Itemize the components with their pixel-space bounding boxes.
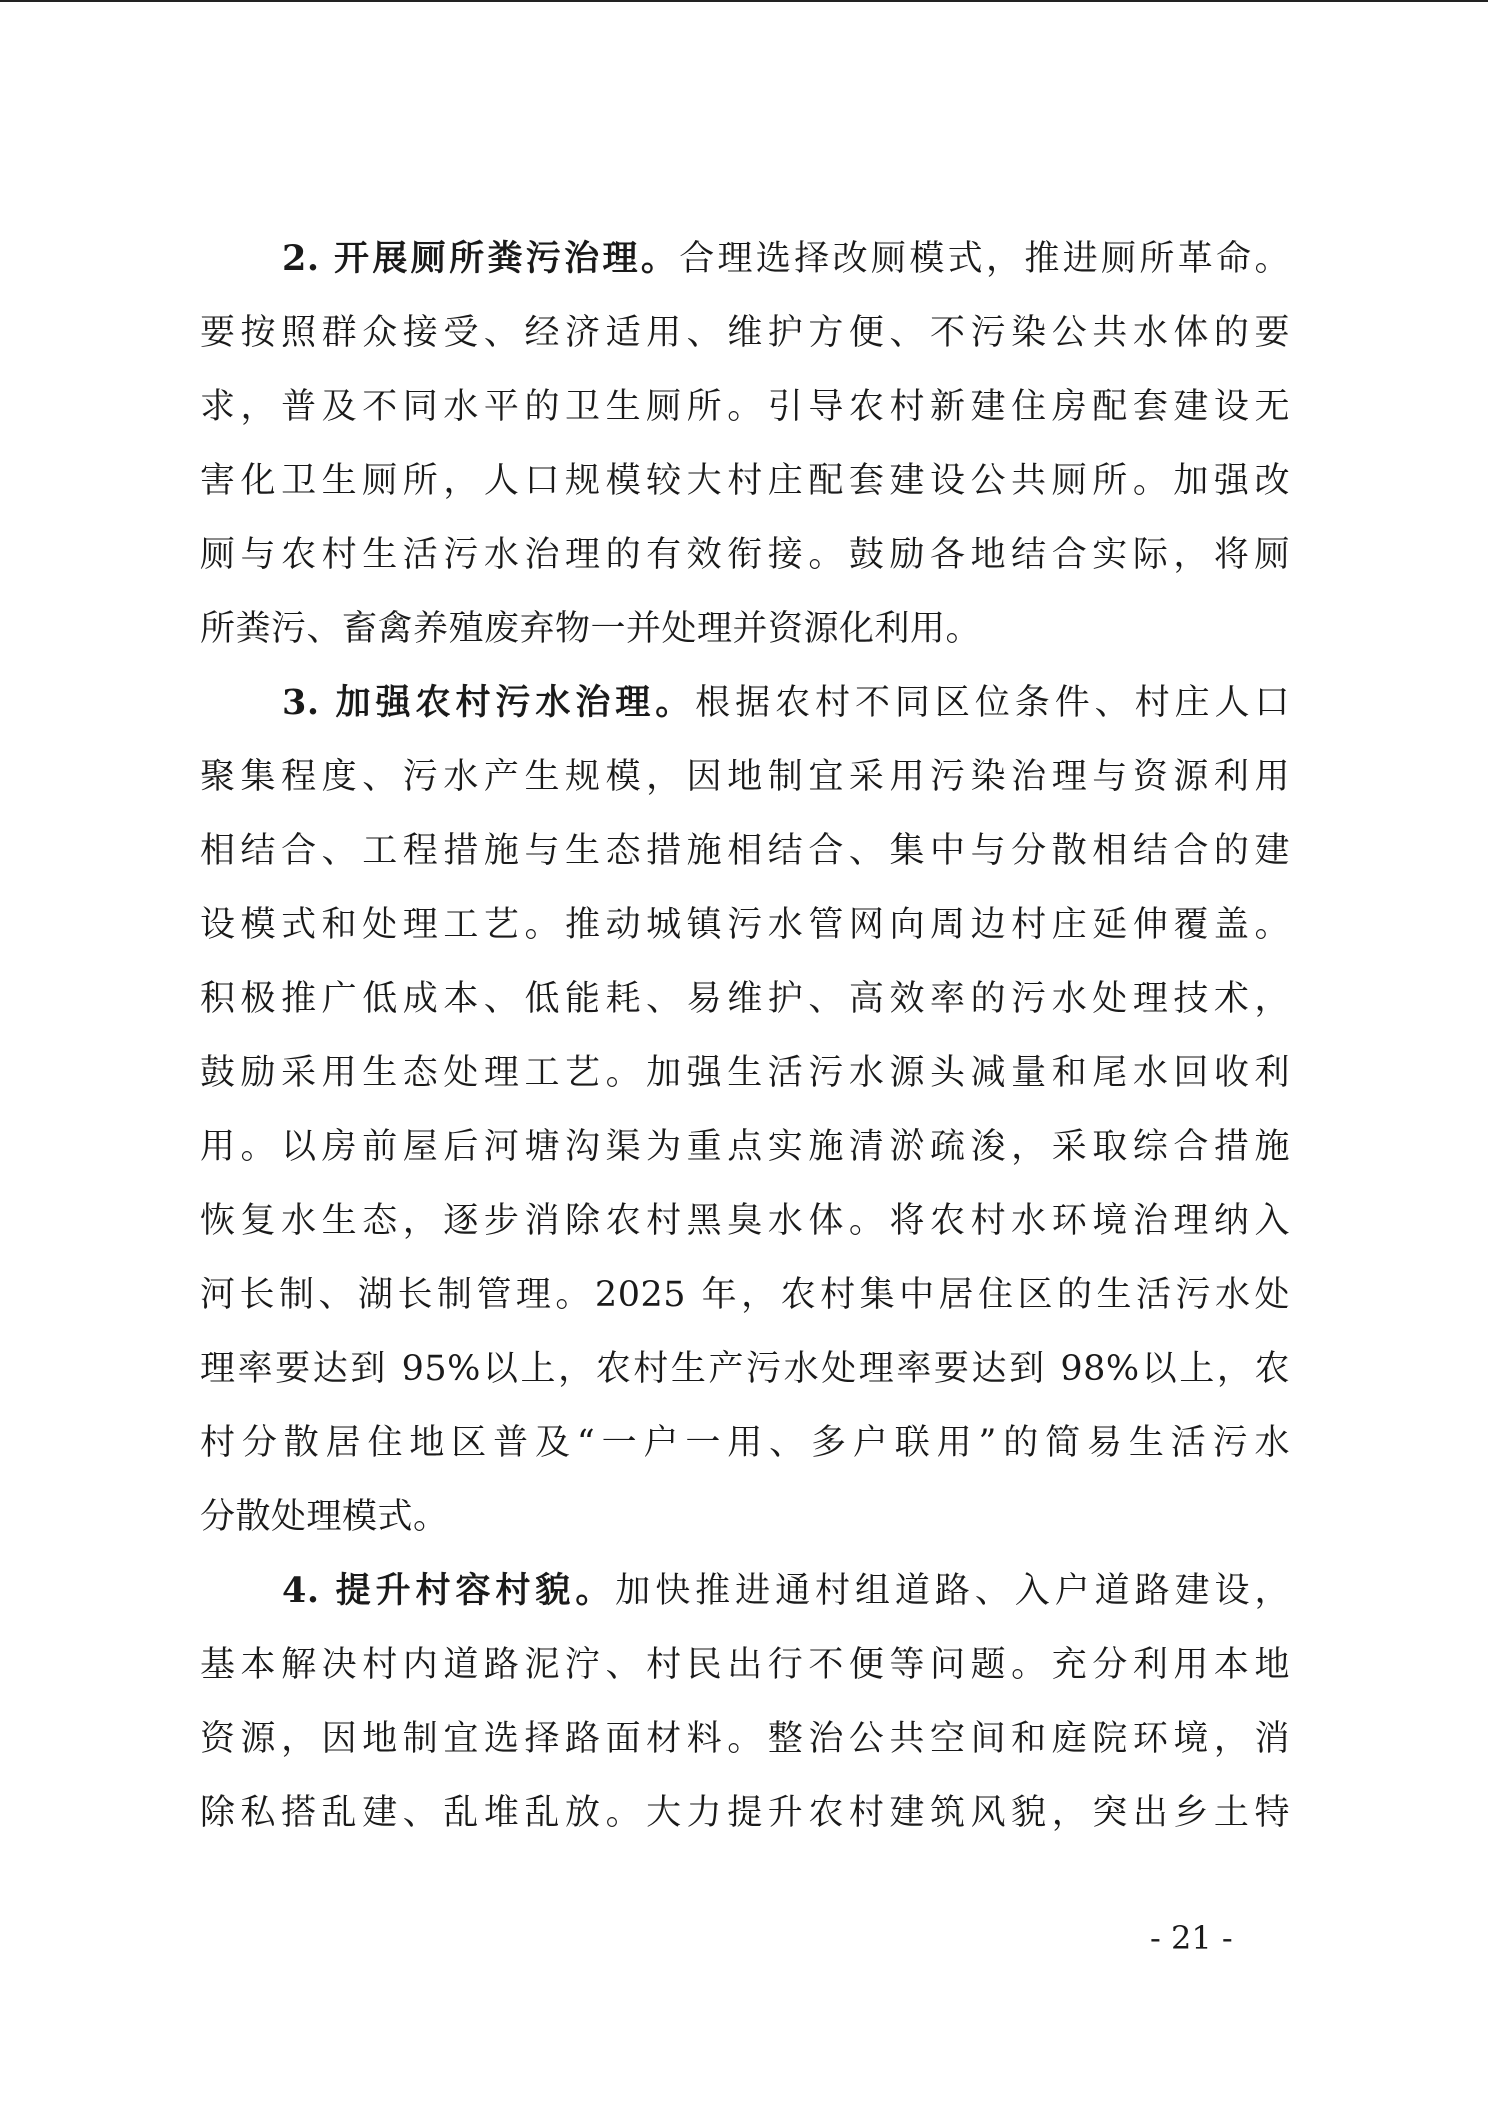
paragraph-3-line: 积极推广低成本、低能耗、易维护、高效率的污水处理技术， [200,979,1290,1019]
paragraph-3-line: 设模式和处理工艺。推动城镇污水管网向周边村庄延伸覆盖。 [200,905,1290,945]
paragraph-2-line: 求，普及不同水平的卫生厕所。引导农村新建住房配套建设无 [200,387,1290,427]
paragraph-3-line: 河长制、湖长制管理。2025 年，农村集中居住区的生活污水处 [200,1275,1290,1315]
paragraph-3-line: 分散处理模式。 [200,1497,449,1537]
paragraph-4-line: 资源，因地制宜选择路面材料。整治公共空间和庭院环境，消 [200,1719,1290,1759]
paragraph-4-line-1 [200,1554,1290,1628]
paragraph-2-line-1 [200,222,1290,296]
paragraph-3-line: 理率要达到 95%以上，农村生产污水处理率要达到 98%以上，农 [200,1349,1290,1389]
body-text [200,222,1290,1850]
paragraph-2-line: 厕与农村生活污水治理的有效衔接。鼓励各地结合实际，将厕 [200,535,1290,575]
paragraph-2-line: 所粪污、畜禽养殖废弃物一并处理并资源化利用。 [200,609,982,649]
paragraph-3-line: 用。以房前屋后河塘沟渠为重点实施清淤疏浚，采取综合措施 [200,1127,1290,1167]
paragraph-3-line: 恢复水生态，逐步消除农村黑臭水体。将农村水环境治理纳入 [200,1201,1290,1241]
paragraph-3-line: 聚集程度、污水产生规模，因地制宜采用污染治理与资源利用 [200,757,1290,797]
paragraph-text: 加快推进通村组道路、入户道路建设， [615,1571,1290,1611]
paragraph-3-line-1 [200,666,1290,740]
paragraph-3-line: 鼓励采用生态处理工艺。加强生活污水源头减量和尾水回收利 [200,1053,1290,1093]
paragraph-number: 3. [282,682,320,723]
paragraph-text: 根据农村不同区位条件、村庄人口 [695,683,1290,723]
paragraph-2-line: 要按照群众接受、经济适用、维护方便、不污染公共水体的要 [200,313,1290,353]
paragraph-number: 4. [282,1570,320,1611]
paragraph-heading: 提升村容村貌。 [335,1570,616,1611]
paragraph-3-line: 相结合、工程措施与生态措施相结合、集中与分散相结合的建 [200,831,1290,871]
paragraph-4-line: 基本解决村内道路泥泞、村民出行不便等问题。充分利用本地 [200,1645,1290,1685]
paragraph-heading: 加强农村污水治理。 [335,682,696,723]
paragraph-heading: 开展厕所粪污治理。 [334,238,680,279]
paragraph-text: 合理选择改厕模式，推进厕所革命。 [679,239,1290,279]
page-number: - 21 - [1150,1919,1233,1957]
paragraph-number: 2. [282,238,320,279]
paragraph-4-line: 除私搭乱建、乱堆乱放。大力提升农村建筑风貌，突出乡土特 [200,1793,1290,1833]
top-border-line [0,0,1488,2]
paragraph-3-line: 村分散居住地区普及“一户一用、多户联用”的简易生活污水 [200,1423,1290,1463]
paragraph-2-line: 害化卫生厕所，人口规模较大村庄配套建设公共厕所。加强改 [200,461,1290,501]
